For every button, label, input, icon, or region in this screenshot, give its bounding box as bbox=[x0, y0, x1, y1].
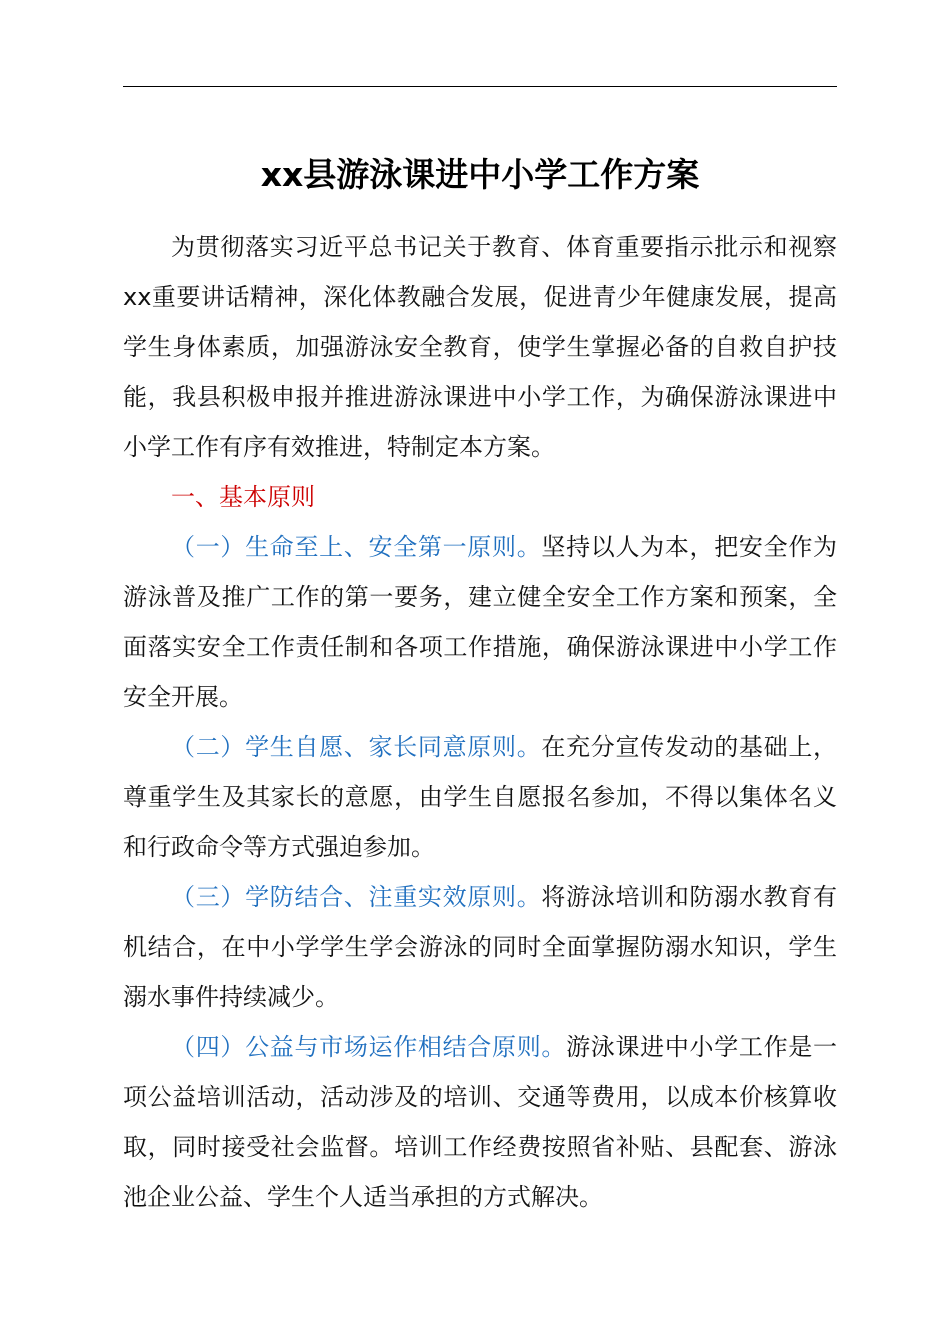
principle-heading-1: （一）生命至上、安全第一原则。 bbox=[171, 533, 542, 561]
principle-paragraph-2 bbox=[123, 722, 837, 872]
section-heading-basic-principles: 一、基本原则 bbox=[171, 483, 315, 511]
intro-paragraph: 为贯彻落实习近平总书记关于教育、体育重要指示批示和视察xx重要讲话精神，深化体教融合发展，促进青少年健康发展，提高学生身体素质，加强游泳安全教育，使学生掌握必备的自救自护技能，我县积极申报并推进游泳课进中小学工作，为确保游泳课进中小学工作有序有效推进，特制定本方案。 bbox=[123, 233, 837, 461]
principle-text-1: 坚持以人为本，把安全作为游泳普及推广工作的第一要务，建立健全安全工作方案和预案，全面落实安全工作责任制和各项工作措施，确保游泳课进中小学工作安全开展。 bbox=[123, 533, 838, 711]
principle-heading-4: （四）公益与市场运作相结合原则。 bbox=[171, 1033, 567, 1061]
principle-paragraph-1 bbox=[123, 522, 837, 722]
principle-paragraph-3 bbox=[123, 872, 837, 1022]
principle-text-4: 游泳课进中小学工作是一项公益培训活动，活动涉及的培训、交通等费用，以成本价核算收取，同时接受社会监督。培训工作经费按照省补贴、县配套、游泳池企业公益、学生个人适当承担的方式解决。 bbox=[123, 1033, 838, 1211]
document-body bbox=[123, 222, 837, 1222]
principle-paragraph-4 bbox=[123, 1022, 837, 1222]
document-title: xx县游泳课进中小学工作方案 bbox=[260, 155, 700, 194]
principle-text-2: 在充分宣传发动的基础上，尊重学生及其家长的意愿，由学生自愿报名参加，不得以集体名义和行政命令等方式强迫参加。 bbox=[123, 733, 838, 861]
principle-text-3: 将游泳培训和防溺水教育有机结合，在中小学学生学会游泳的同时全面掌握防溺水知识，学生溺水事件持续减少。 bbox=[123, 883, 838, 1011]
principle-heading-2: （二）学生自愿、家长同意原则。 bbox=[171, 733, 542, 761]
header-rule bbox=[123, 86, 837, 87]
principle-heading-3: （三）学防结合、注重实效原则。 bbox=[171, 883, 542, 911]
